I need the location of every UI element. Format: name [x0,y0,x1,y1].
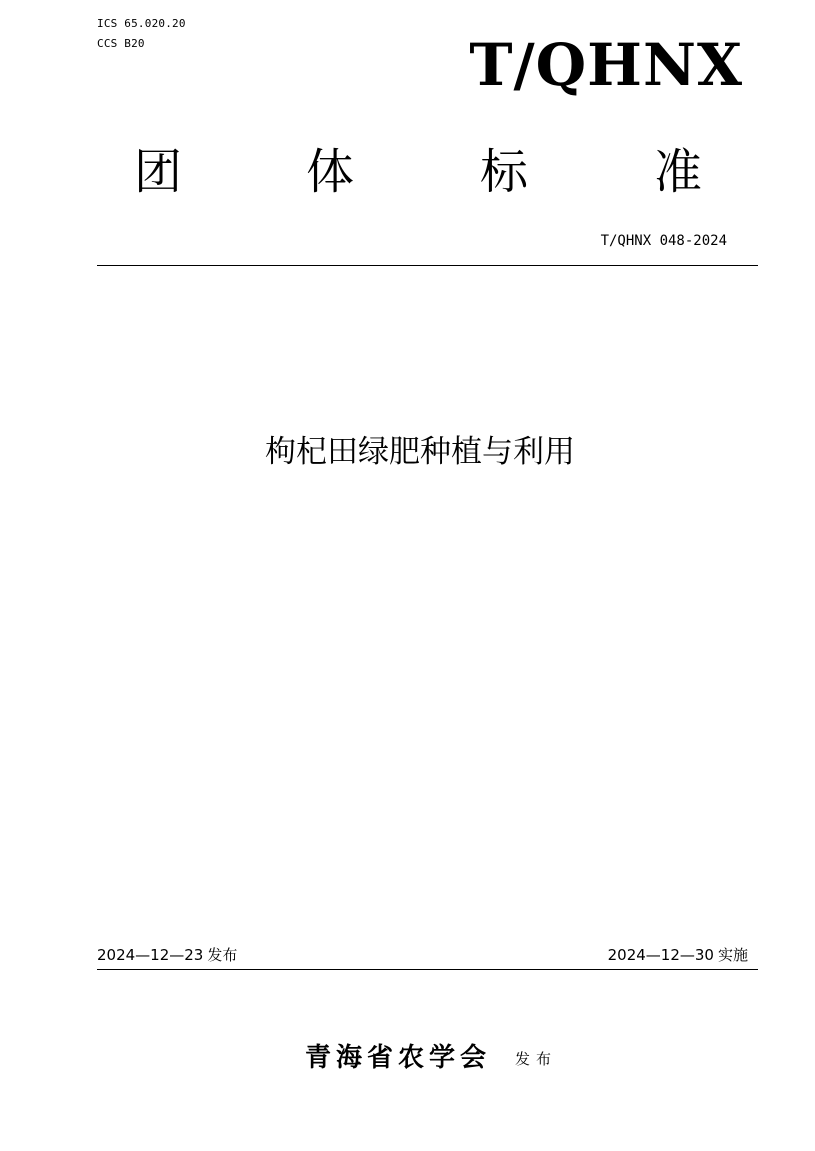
publish-label: 发布 [515,1050,558,1068]
issue-label: 发布 [207,946,238,964]
ics-code: ICS 65.020.20 [97,17,186,30]
ccs-code: CCS B20 [97,37,145,50]
category-char-4: 准 [653,144,702,200]
category-char-2: 体 [305,144,354,200]
standard-number: T/QHNX 048-2024 [600,233,727,249]
bottom-divider [97,969,758,970]
top-divider [97,265,758,266]
standard-mark: T/QHNX [469,31,743,99]
implementation-label: 实施 [717,946,748,964]
category-char-3: 标 [479,144,528,200]
category-char-1: 团 [133,144,182,200]
implementation-date: 2024—12—30 [607,946,714,964]
publisher-name: 青海省农学会 [305,1043,492,1073]
publisher-block [305,1040,557,1077]
document-title: 枸杞田绿肥种植与利用 [265,434,575,470]
issue-date: 2024—12—23 [97,946,204,964]
issue-date-line [97,944,237,966]
implementation-date-line [608,944,748,966]
